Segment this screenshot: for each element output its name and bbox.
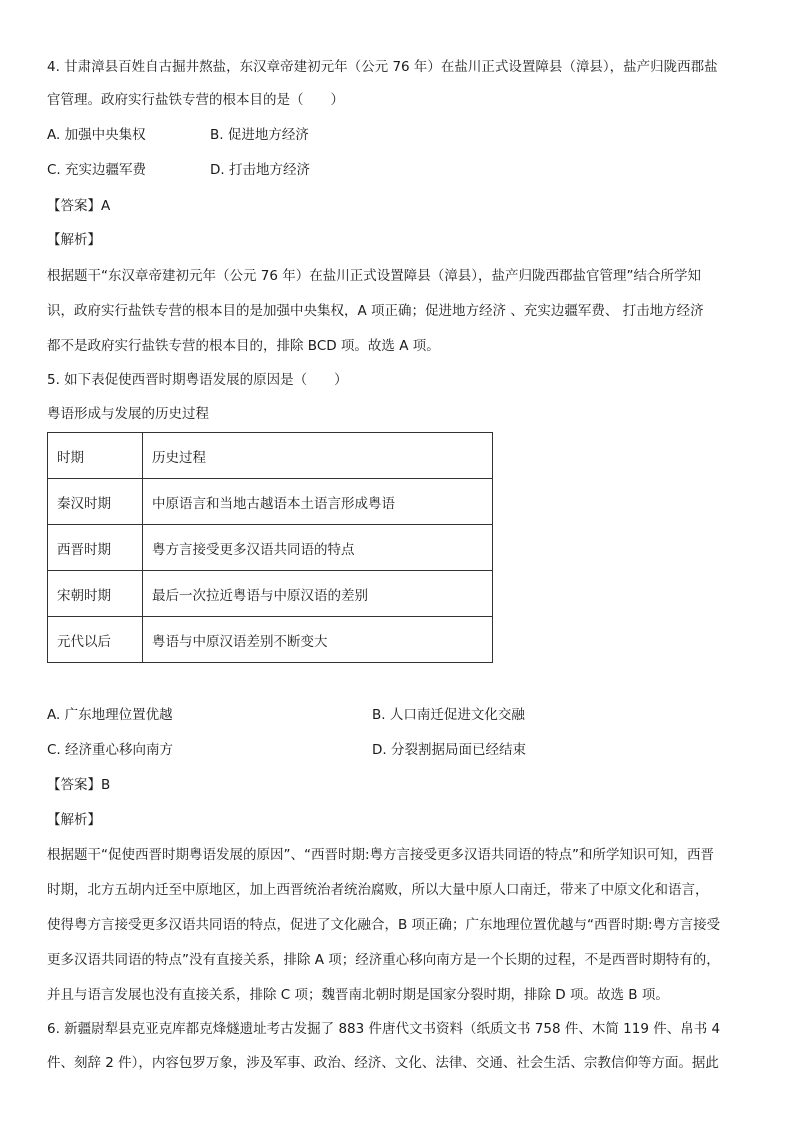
q4-analysis-line-1: 根据题干“东汉章帝建初元年（公元 76 年）在盐川正式设置障县（漳县），盐产归陇西郡盐官管理”结合所学知 bbox=[47, 268, 701, 284]
table-cell-period: 秦汉时期 bbox=[48, 479, 143, 525]
table-cell-period: 时期 bbox=[48, 433, 143, 479]
table-header-row bbox=[48, 433, 493, 479]
table-cell-process: 粤方言接受更多汉语共同语的特点 bbox=[143, 525, 493, 571]
q4-option-b: B. 促进地方经济 bbox=[210, 127, 309, 143]
q5-option-c: C. 经济重心移向南方 bbox=[47, 742, 174, 758]
q5-option-a: A. 广东地理位置优越 bbox=[47, 707, 173, 723]
q5-stem: 5. 如下表促使西晋时期粤语发展的原因是（ ） bbox=[47, 372, 348, 388]
q4-option-d: D. 打击地方经济 bbox=[210, 162, 310, 178]
table-cell-period: 西晋时期 bbox=[48, 525, 143, 571]
table-cell-process: 最后一次拉近粤语与中原汉语的差别 bbox=[143, 571, 493, 617]
q4-stem-line-1: 4. 甘肃漳县百姓自古掘井熬盐，东汉章帝建初元年（公元 76 年）在盐川正式设置障县（漳县），盐产归陇西郡盐 bbox=[47, 59, 718, 75]
table-row bbox=[48, 617, 493, 663]
q5-analysis-label: 【解析】 bbox=[47, 812, 101, 828]
q4-analysis-label: 【解析】 bbox=[47, 232, 101, 248]
table-cell-period: 宋朝时期 bbox=[48, 571, 143, 617]
table-cell-process: 粤语与中原汉语差别不断变大 bbox=[143, 617, 493, 663]
q4-option-c: C. 充实边疆军费 bbox=[47, 162, 147, 178]
q5-option-b: B. 人口南迁促进文化交融 bbox=[372, 707, 525, 723]
q4-analysis-line-3: 都不是政府实行盐铁专营的根本目的，排除 BCD 项。故选 A 项。 bbox=[47, 338, 440, 354]
history-table bbox=[47, 432, 493, 663]
q5-analysis-line-4: 更多汉语共同语的特点”没有直接关系，排除 A 项；经济重心移向南方是一个长期的过程，不是西晋时期特有的， bbox=[47, 952, 720, 968]
q5-answer: 【答案】B bbox=[47, 777, 111, 793]
q4-analysis-line-2: 识，政府实行盐铁专营的根本目的是加强中央集权，A 项正确；促进地方经济 、充实边疆军费、 打击地方经济 bbox=[47, 303, 704, 319]
q4-answer: 【答案】A bbox=[47, 198, 111, 214]
q6-stem-line-2: 件、刻辞 2 件），内容包罗万象，涉及军事、政治、经济、文化、法律、交通、社会生活、宗教信仰等方面。据此 bbox=[47, 1055, 719, 1071]
table-row bbox=[48, 571, 493, 617]
table-row bbox=[48, 525, 493, 571]
table-row bbox=[48, 479, 493, 525]
q5-option-d: D. 分裂割据局面已经结束 bbox=[372, 742, 526, 758]
q6-stem-line-1: 6. 新疆尉犁县克亚克库都克烽燧遗址考古发掘了 883 件唐代文书资料（纸质文书 758 件、木简 119 件、帛书 4 bbox=[47, 1021, 721, 1037]
q5-analysis-line-1: 根据题干“促使西晋时期粤语发展的原因”、“西晋时期:粤方言接受更多汉语共同语的特点”和所学知识可知，西晋 bbox=[47, 847, 715, 863]
q5-table-title: 粤语形成与发展的历史过程 bbox=[47, 406, 209, 422]
q5-analysis-line-2: 时期，北方五胡内迁至中原地区，加上西晋统治者统治腐败，所以大量中原人口南迁，带来了中原文化和语言， bbox=[47, 882, 709, 898]
q5-analysis-line-5: 并且与语言发展也没有直接关系，排除 C 项；魏晋南北朝时期是国家分裂时期，排除 D 项。故选 B 项。 bbox=[47, 987, 669, 1003]
table-cell-period: 元代以后 bbox=[48, 617, 143, 663]
table-cell-process: 中原语言和当地古越语本土语言形成粤语 bbox=[143, 479, 493, 525]
q4-option-a: A. 加强中央集权 bbox=[47, 127, 146, 143]
q4-stem-line-2: 官管理。政府实行盐铁专营的根本目的是（ ） bbox=[47, 92, 344, 108]
q5-analysis-line-3: 使得粤方言接受更多汉语共同语的特点，促进了文化融合，B 项正确；广东地理位置优越与“西晋时期:粤方言接受 bbox=[47, 917, 721, 933]
table-cell-process: 历史过程 bbox=[143, 433, 493, 479]
